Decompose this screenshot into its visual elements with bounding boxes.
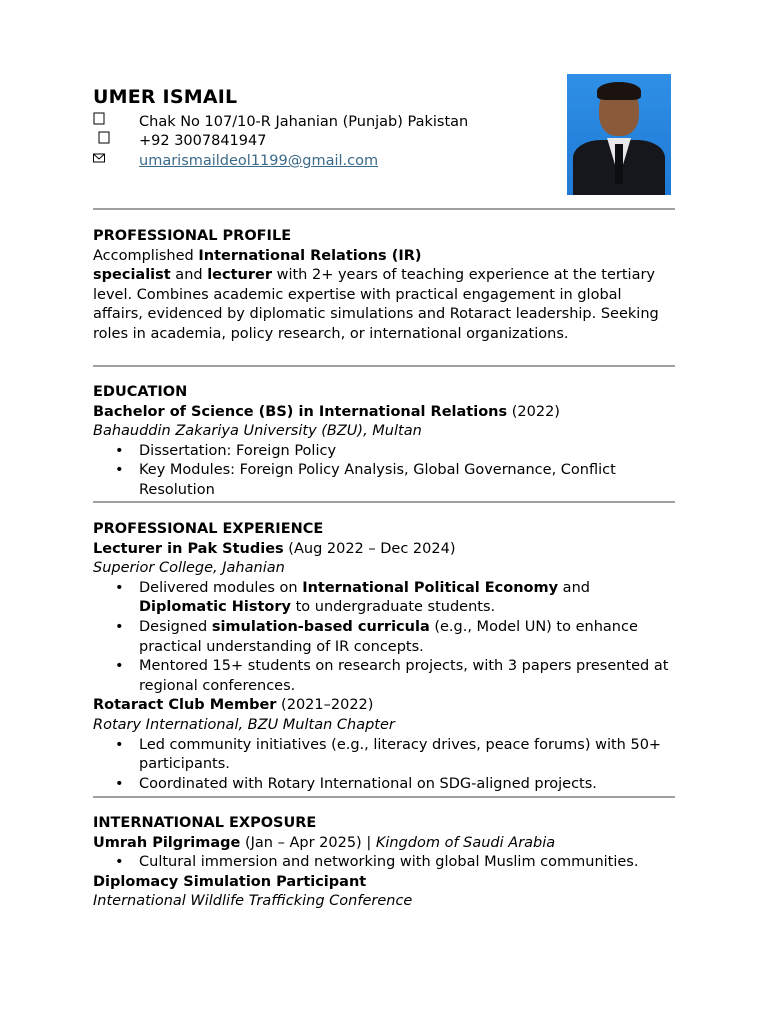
exposure-title: Diplomacy Simulation Participant: [93, 873, 367, 890]
section-heading: EDUCATION: [93, 384, 188, 400]
list-item: • Delivered modules on International Political Economy and Diplomatic History to undergraduate students.: [93, 579, 675, 618]
education-section: [93, 383, 675, 501]
profile-section: [93, 227, 675, 345]
contact-address: [93, 112, 543, 132]
envelope-icon: [93, 151, 109, 171]
contact-phone: [93, 131, 543, 151]
email-link[interactable]: umarismaildeol1199@gmail.com: [139, 153, 379, 169]
exposure-bullets: [93, 853, 675, 873]
school-name: Bahauddin Zakariya University (BZU), Multan: [93, 423, 422, 440]
section-heading: INTERNATIONAL EXPOSURE: [93, 815, 317, 831]
list-item: • Led community initiatives (e.g., literacy drives, peace forums) with 50+ participants.: [93, 736, 675, 775]
job-bullets: [93, 579, 675, 697]
list-item: • Designed simulation-based curricula (e.g., Model UN) to enhance practical understanding of IR concepts.: [93, 618, 675, 657]
experience-section: [93, 520, 675, 794]
list-item: • Key Modules: Foreign Policy Analysis, Global Governance, Conflict Resolution: [93, 461, 675, 500]
candidate-name: UMER ISMAIL: [93, 86, 238, 108]
international-section: [93, 814, 675, 912]
profile-photo: [567, 74, 671, 195]
home-icon: [93, 112, 109, 132]
profile-text: Accomplished International Relations (IR) specialist and lecturer with 2+ years of teaching experience at the tertiary level. Combines academic expertise with practical engagement in global affairs, evidenced by diplomatic simulations and Rotaract leadership. Seeking roles in academia, policy research, or international organizations.: [93, 247, 659, 342]
list-item: • Mentored 15+ students on research projects, with 3 papers presented at regional conferences.: [93, 657, 675, 696]
phone-icon: [98, 131, 114, 151]
list-item: • Cultural immersion and networking with global Muslim communities.: [93, 853, 675, 873]
list-item: • Dissertation: Foreign Policy: [93, 442, 675, 462]
phone-text: +92 3007841947: [139, 133, 267, 149]
job-org: Rotary International, BZU Multan Chapter: [93, 716, 395, 733]
job-bullets: [93, 736, 675, 795]
degree-line: Bachelor of Science (BS) in International Relations (2022): [93, 403, 560, 420]
exposure-line: Umrah Pilgrimage (Jan – Apr 2025) | Kingdom of Saudi Arabia: [93, 834, 556, 851]
divider: [93, 501, 675, 503]
job-title-line: Lecturer in Pak Studies (Aug 2022 – Dec 2024): [93, 540, 456, 557]
job-title-line: Rotaract Club Member (2021–2022): [93, 697, 374, 714]
address-text: Chak No 107/10-R Jahanian (Punjab) Pakistan: [139, 114, 469, 130]
divider: [93, 208, 675, 210]
list-item: • Coordinated with Rotary International on SDG-aligned projects.: [93, 775, 675, 795]
job-org: Superior College, Jahanian: [93, 560, 285, 577]
section-heading: PROFESSIONAL EXPERIENCE: [93, 521, 324, 537]
divider: [93, 796, 675, 798]
exposure-subtitle: International Wildlife Trafficking Conference: [93, 893, 413, 910]
section-heading: PROFESSIONAL PROFILE: [93, 228, 292, 244]
contact-email: [93, 151, 543, 171]
education-bullets: [93, 442, 675, 501]
divider: [93, 365, 675, 367]
